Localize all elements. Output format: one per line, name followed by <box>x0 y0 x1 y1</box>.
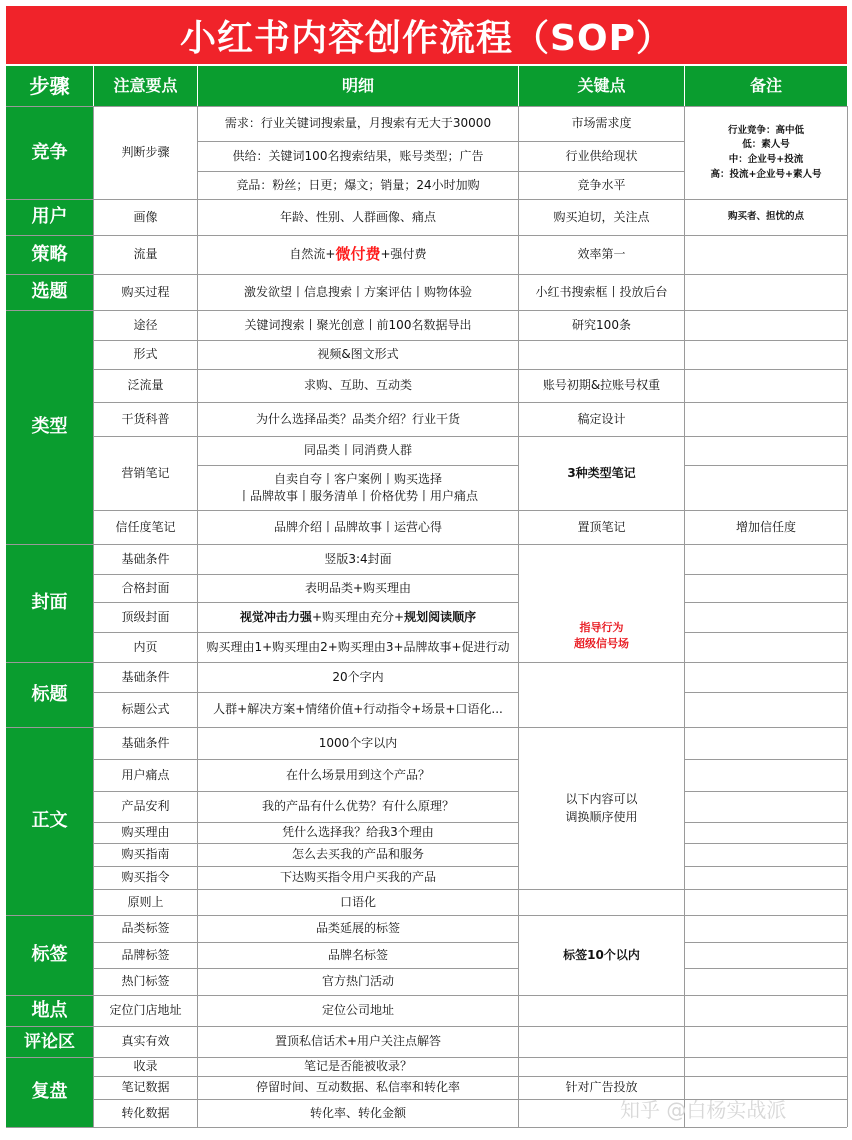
detail-body-guide: 怎么去买我的产品和服务 <box>291 847 424 862</box>
grid-hline <box>685 662 847 663</box>
grid-hline <box>685 942 847 943</box>
header-detail: 明细 <box>198 66 518 106</box>
grid-hline <box>685 866 847 867</box>
detail-path: 关键词搜索丨聚光创意丨前100名数据导出 <box>244 317 472 332</box>
sheet-title: 小红书内容创作流程（SOP） <box>6 6 847 64</box>
detail-title-formula: 人群+解决方案+情绪价值+行动指令+场景+口语化... <box>213 702 503 717</box>
step-title: 标题 <box>6 663 93 727</box>
detail-traffic <box>198 236 518 274</box>
key-marketing: 3种类型笔记 <box>567 465 636 480</box>
step-tags: 标签 <box>6 916 93 995</box>
grid-hline <box>685 369 847 370</box>
grid-hline <box>685 465 847 466</box>
detail-review-include: 笔记是否能被收录？ <box>303 1059 412 1074</box>
point-cover-base: 基础条件 <box>121 551 170 566</box>
grid-hline <box>519 340 684 341</box>
detail-cover-top <box>198 603 518 632</box>
point-portrait: 画像 <box>133 209 158 224</box>
detail-dry: 为什么选择品类？品类介绍？行业干货 <box>255 411 460 426</box>
detail-marketing-1: 同品类丨同消费人群 <box>303 443 412 458</box>
cover-top-order: 规划阅读顺序 <box>404 609 477 624</box>
header-key: 关键点 <box>519 66 684 106</box>
traffic-micro-paid: 微付费 <box>335 245 381 264</box>
note-user: 购买者、担忧的点 <box>727 211 804 223</box>
point-trust: 信任度笔记 <box>115 519 176 534</box>
traffic-strong-paid: +强付费 <box>380 247 427 262</box>
key-dry: 稿定设计 <box>577 411 626 426</box>
grid-vline <box>684 106 685 1127</box>
grid-hline <box>685 1076 847 1077</box>
note-competition: 行业竞争：高中低 低：素人号 中：企业号+投流 高：投流+企业号+素人号 <box>710 124 822 180</box>
point-inner: 内页 <box>133 639 158 654</box>
detail-body-pain: 在什么场景用到这个产品？ <box>285 767 430 782</box>
key-buy: 小红书搜索框丨投放后台 <box>535 284 668 299</box>
point-body-cmd: 购买指令 <box>121 870 170 885</box>
point-path: 途径 <box>133 317 158 332</box>
point-cover-ok: 合格封面 <box>121 580 170 595</box>
step-strategy: 策略 <box>6 236 93 274</box>
step-competition: 竞争 <box>6 107 93 199</box>
point-marketing: 营销笔记 <box>121 465 170 480</box>
grid-hline <box>6 1127 847 1128</box>
point-dry: 干货科普 <box>121 411 170 426</box>
grid-hline <box>685 574 847 575</box>
detail-cover-ok: 表明品类+购买理由 <box>304 580 412 595</box>
key-wide: 账号初期&拉账号权重 <box>542 378 661 393</box>
grid-hline <box>685 791 847 792</box>
key-guide: 指导行为 超级信号场 <box>574 621 629 650</box>
point-review-conv: 转化数据 <box>121 1105 170 1120</box>
detail-review-conv: 转化率、转化金额 <box>309 1105 406 1120</box>
point-body-base: 基础条件 <box>121 735 170 750</box>
detail-form: 视频&图文形式 <box>317 347 399 362</box>
point-body-guide: 购买指南 <box>121 847 170 862</box>
step-location: 地点 <box>6 996 93 1026</box>
detail-demand: 需求：行业关键词搜索量，月搜索有无大于30000 <box>224 116 492 131</box>
point-comments: 真实有效 <box>121 1034 170 1049</box>
key-demand: 市场需求度 <box>571 116 632 131</box>
point-form: 形式 <box>133 347 158 362</box>
grid-hline <box>519 889 684 890</box>
point-wide: 泛流量 <box>127 378 164 393</box>
point-tag-brand: 品牌标签 <box>121 947 170 962</box>
detail-tag-brand: 品牌名标签 <box>327 947 388 962</box>
detail-body-base: 1000个字以内 <box>318 735 398 750</box>
traffic-natural: 自然流+ <box>289 247 336 262</box>
step-body: 正文 <box>6 728 93 915</box>
point-body-pain: 用户痛点 <box>121 767 170 782</box>
key-review-note: 针对广告投放 <box>565 1080 638 1095</box>
point-title-base: 基础条件 <box>121 669 170 684</box>
note-trust: 增加信任度 <box>735 519 796 534</box>
cover-top-reason: +购买理由充分+ <box>311 609 405 624</box>
detail-comments: 置顶私信话术+用户关注点解答 <box>274 1034 442 1049</box>
step-comments: 评论区 <box>6 1027 93 1057</box>
point-cover-top: 顶级封面 <box>121 609 170 624</box>
grid-hline <box>685 968 847 969</box>
detail-inner: 购买理由1+购买理由2+购买理由3+品牌故事+促进行动 <box>206 639 510 654</box>
grid-hline <box>685 843 847 844</box>
point-body-reason: 购买理由 <box>121 825 170 840</box>
detail-title-base: 20个字内 <box>332 669 384 684</box>
detail-tag-category: 品类延展的标签 <box>315 921 400 936</box>
point-tag-category: 品类标签 <box>121 921 170 936</box>
step-topic: 选题 <box>6 275 93 310</box>
grid-vline <box>847 106 848 1127</box>
key-path: 研究100条 <box>572 317 631 332</box>
detail-marketing-2: 自卖自夸丨客户案例丨购买选择 丨品牌故事丨服务清单丨价格优势丨用户痛点 <box>237 471 478 503</box>
key-portrait: 购买迫切，关注点 <box>553 209 650 224</box>
key-supply: 行业供给现状 <box>565 148 638 163</box>
key-tags: 标签10个以内 <box>563 947 640 962</box>
point-title-formula: 标题公式 <box>121 702 170 717</box>
key-trust: 置顶笔记 <box>577 519 626 534</box>
step-user: 用户 <box>6 200 93 235</box>
grid-hline <box>685 632 847 633</box>
detail-body-cmd: 下达购买指令用户买我的产品 <box>279 870 436 885</box>
point-body-sell: 产品安利 <box>121 799 170 814</box>
grid-hline <box>685 402 847 403</box>
point-body-rule: 原则上 <box>127 894 164 909</box>
step-type: 类型 <box>6 311 93 544</box>
detail-tag-hot: 官方热门活动 <box>321 974 394 989</box>
detail-trust: 品牌介绍丨品牌故事丨运营心得 <box>273 519 442 534</box>
detail-buy: 激发欲望丨信息搜索丨方案评估丨购物体验 <box>243 284 472 299</box>
step-review: 复盘 <box>6 1058 93 1127</box>
detail-location: 定位公司地址 <box>321 1003 394 1018</box>
detail-body-rule: 口语化 <box>339 894 376 909</box>
detail-review-note: 停留时间、互动数据、私信率和转化率 <box>255 1080 460 1095</box>
grid-hline <box>685 340 847 341</box>
point-review-note: 笔记数据 <box>121 1080 170 1095</box>
step-cover: 封面 <box>6 545 93 662</box>
detail-cover-base: 竖版3:4封面 <box>324 551 392 566</box>
detail-body-sell: 我的产品有什么优势？有什么原理？ <box>261 799 454 814</box>
grid-hline <box>685 436 847 437</box>
detail-wide: 求购、互助、互动类 <box>303 378 412 393</box>
grid-hline <box>685 602 847 603</box>
header-step: 步骤 <box>6 66 93 106</box>
point-location: 定位门店地址 <box>109 1003 182 1018</box>
grid-hline <box>685 822 847 823</box>
point-buy: 购买过程 <box>121 284 170 299</box>
grid-hline <box>685 692 847 693</box>
key-competition: 竞争水平 <box>577 177 626 192</box>
key-traffic: 效率第一 <box>577 247 626 262</box>
detail-competitor: 竞品：粉丝；日更；爆文；销量；24小时加购 <box>236 177 480 192</box>
header-note: 备注 <box>685 66 847 106</box>
key-body-order: 以下内容可以 调换顺序使用 <box>565 792 638 824</box>
header-points: 注意要点 <box>94 66 197 106</box>
grid-hline <box>685 759 847 760</box>
zhihu-watermark: 知乎 @白杨实战派 <box>620 1098 787 1122</box>
detail-supply: 供给：关键词100名搜索结果，账号类型；广告 <box>232 148 484 163</box>
detail-portrait: 年龄、性别、人群画像、痛点 <box>279 209 436 224</box>
grid-hline <box>685 889 847 890</box>
detail-body-reason: 凭什么选择我？给我3个理由 <box>282 825 434 840</box>
point-judge: 判断步骤 <box>121 145 170 160</box>
cover-top-visual: 视觉冲击力强 <box>239 609 312 624</box>
point-tag-hot: 热门标签 <box>121 974 170 989</box>
point-review-include: 收录 <box>133 1059 158 1074</box>
point-traffic: 流量 <box>133 247 158 262</box>
